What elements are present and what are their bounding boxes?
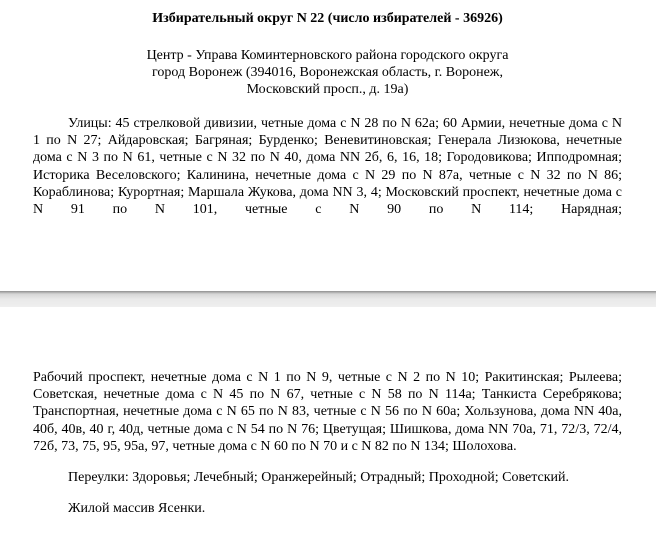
page-break bbox=[0, 291, 656, 307]
streets-list-part-1: Улицы: 45 стрелковой дивизии, четные дома с N 28 по N 62а; 60 Армии, нечетные дома с N 1 по N 27; Айдаровская; Багряная; Бурденко; Веневитиновская; Генерала Лизюкова, нечетные дома с N 3 по N 61, четные с N 32 по N 40, дома NN 2б, 6, 16, 18; Городовикова; Ипподромная; Историка Веселовского; Калинина, нечетные дома с N 29 по N 87а, четные с N 32 по N 86; Кораблинова; Курортная; Маршала Жукова, дома NN 3, 4; Московский проспект, нечетные дома с N 91 по N 101, четные с N 90 по N 114; Нарядная; bbox=[33, 116, 622, 218]
lanes-list: Переулки: Здоровья; Лечебный; Оранжерейный; Отрадный; Проходной; Советский. bbox=[68, 470, 569, 486]
housing-estate: Жилой массив Ясенки. bbox=[68, 501, 206, 517]
document-page-bottom bbox=[0, 307, 656, 553]
district-center-address bbox=[33, 47, 622, 98]
streets-list-part-2: Рабочий проспект, нечетные дома с N 1 по N 9, четные с N 2 по N 10; Ракитинская; Рылеева; Советская, нечетные дома с N 45 по N 67, четные с N 58 по N 114а; Танкиста Серебрякова; Транспортная, нечетные дома с N 65 по N 83, четные с N 56 по N 60а; Хользунова, дома NN 40а, 40б, 40в, 40 г, 40д, четные дома с N 54 по N 76; Цветущая; Шишкова, дома NN 70а, 71, 72/3, 72/4, 72б, 73, 75, 95, 95а, 97, четные дома с N 60 по N 70 и с N 82 по N 134; Шолохова. bbox=[33, 370, 622, 454]
center-line-3: Московский просп., д. 19а) bbox=[246, 82, 409, 97]
district-title: Избирательный округ N 22 (число избирателей - 36926) bbox=[152, 11, 503, 26]
center-line-1: Центр - Управа Коминтерновского района городского округа bbox=[146, 48, 509, 63]
center-line-2: город Воронеж (394016, Воронежская область, г. Воронеж, bbox=[152, 65, 503, 80]
